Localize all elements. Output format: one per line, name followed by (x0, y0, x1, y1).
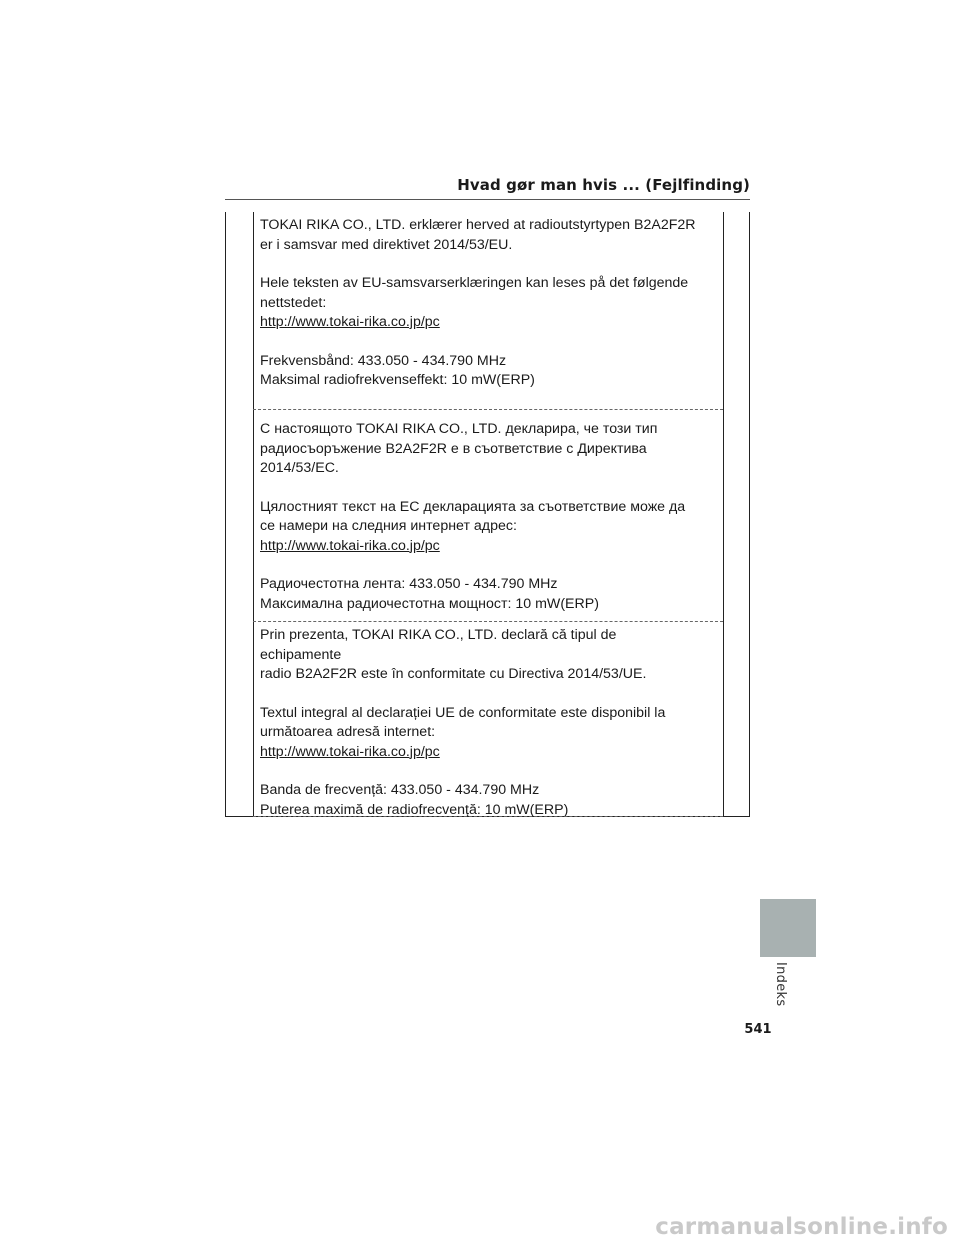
declaration-text: TOKAI RIKA CO., LTD. erklærer herved at radioutstyrtypen B2A2F2R (260, 217, 696, 233)
max-power-text: Puterea maximă de radiofrecvență: 10 mW(ERP) (260, 801, 569, 818)
declaration-text: Textul integral al declarației UE de conformitate este disponibil la (260, 704, 666, 721)
watermark: carmanualsonline.info (655, 1214, 948, 1240)
declaration-link[interactable]: http://www.tokai-rika.co.jp/pc (260, 743, 440, 760)
declaration-text: Prin prezenta, TOKAI RIKA CO., LTD. declară că tipul de echipamente (260, 627, 617, 663)
declaration-text: er i samsvar med direktivet 2014/53/EU. (260, 236, 513, 253)
table-inner-right-border (723, 212, 724, 817)
max-power-text: Maksimal radiofrekvenseffekt: 10 mW(ERP) (260, 372, 535, 388)
index-side-label: Indeks (773, 962, 788, 1007)
section-separator (253, 621, 723, 622)
declaration-text: nettstedet: (260, 294, 327, 311)
declaration-section-bg (260, 420, 700, 614)
frequency-band-text: Frekvensbånd: 433.050 - 434.790 MHz (260, 352, 507, 369)
frequency-band-text: Banda de frecvență: 433.050 - 434.790 MHz (260, 782, 540, 798)
page-header-title: Hvad gør man hvis ... (Fejlfinding) (457, 176, 750, 194)
table-inner-left-border (253, 212, 254, 817)
section-separator (253, 816, 723, 817)
index-side-tab[interactable] (760, 899, 816, 957)
declaration-link[interactable]: http://www.tokai-rika.co.jp/pc (260, 314, 440, 330)
declaration-section-ro (260, 626, 700, 820)
declaration-text: 2014/53/ЕС. (260, 460, 339, 476)
page-number: 541 (744, 1022, 772, 1037)
declaration-text: radio B2A2F2R este în conformitate cu Directiva 2014/53/UE. (260, 666, 647, 682)
max-power-text: Максимална радиочестотна мощност: 10 mW(ERP) (260, 595, 599, 612)
declaration-text: се намери на следния интернет адрес: (260, 518, 517, 534)
declaration-link[interactable]: http://www.tokai-rika.co.jp/pc (260, 537, 440, 554)
declaration-section-da (260, 216, 700, 391)
section-separator (253, 409, 723, 410)
declaration-text: următoarea adresă internet: (260, 724, 436, 740)
declaration-text: радиосъоръжение B2A2F2R е в съответствие с Директива (260, 440, 647, 457)
declaration-text: Цялостният текст на ЕС декларацията за съответствие може да (260, 498, 686, 515)
declaration-text: С настоящото TOKAI RIKA CO., LTD. декларира, че този тип (260, 421, 658, 437)
frequency-band-text: Радиочестотна лента: 433.050 - 434.790 MHz (260, 576, 558, 592)
declaration-text: Hele teksten av EU-samsvarserklæringen kan leses på det følgende (260, 275, 689, 291)
header-rule (225, 199, 750, 200)
